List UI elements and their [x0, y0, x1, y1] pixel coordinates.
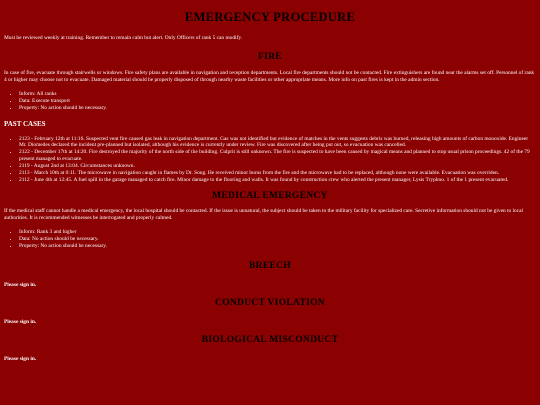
list-item: • 2123 - February 12th at 11:16. Suspected vent fire caused gas leak in navigation department. Gas was not identified but evidence of matches in the vents suggests debris was burned, releasing high amounts of carbon monoxide. Engineer Mr. Diomedes declared the incident pre-planned but isolated, although his evidence is currently under review. Fire was discovered after being put out, so evacuation was cancelled. — [19, 136, 536, 150]
intro-text: Must be reviewed weekly at training. Remember to remain calm but alert. Only Officers of rank 5 can modify. — [4, 35, 243, 41]
list-item: • 2122 - December 17th at 14:20. Fire destroyed the majority of the north side of the building. Culprit is still unknown. The fire is suspected to have been caused by magical means and planned to stop usual prison proceedings. 42 of the 79 present managed to evacuate. — [19, 149, 536, 163]
conduct-sign-in-text: Please sign in. — [4, 318, 37, 325]
medical-heading: MEDICAL EMERGENCY — [212, 190, 328, 201]
page-title: EMERGENCY PROCEDURE — [184, 10, 356, 24]
conduct-violation-heading: CONDUCT VIOLATION — [215, 297, 325, 308]
biological-misconduct-heading: BIOLOGICAL MISCONDUCT — [201, 334, 339, 345]
list-item: • Data: No action should be necessary. — [19, 236, 536, 243]
list-item: • Data: Execute transport — [19, 98, 536, 105]
breech-heading: BREECH — [249, 260, 291, 271]
past-cases-list — [4, 136, 536, 184]
list-item: • 2113 - March 10th at 0:11. The microwave in navigation caught in flames by Dr. Song. He received minor burns from the fire and the microwave had to be replaced, although none were available. Evacuation was overriden. — [19, 170, 536, 177]
list-item: • Property: No action should be necessary. — [19, 105, 536, 112]
list-item: • 2119 - August 2nd at 13:04. Circumstances unknown. — [19, 163, 536, 170]
fire-body: In case of fire, evacuate through stairwells or windows. Fire safety plans are available in navigation and reception departments. Local fire departments should not be contacted. Fire extinguishers are found near the alarms set off. Personnel of rank 4 or higher may choose not to evacuate. Damaged material should be properly disposed of through nearby waste facilities or other appropriate means. More info on past fires is kept in the admin section. — [4, 70, 535, 83]
fire-list — [4, 91, 536, 112]
biological-sign-in-text: Please sign in. — [4, 355, 37, 362]
list-item: • 2112 - June 4th at 12:45. A fuel spill in the garage managed to catch fire. Minor damage to the flooring and walls. It was found by construction crew who alerted the present manager, Lysis Tryphno. 1 of the 1 present evacuated. — [19, 177, 536, 184]
list-item: • Property: No action should be necessary. — [19, 243, 536, 250]
list-item: • Inform: Rank 3 and higher — [19, 229, 536, 236]
fire-heading: FIRE — [258, 51, 282, 62]
past-cases-heading: PAST CASES — [4, 119, 46, 128]
breech-sign-in-text: Please sign in. — [4, 281, 37, 288]
medical-body: If the medical staff cannot handle a medical emergency, the local hospital should be contacted. If the issue is unnatural, the subject should be taken to the military facility for specialized care. Secretive information should not be given to local authorities. It is recommended witnesses be interrogated and properly calmed. — [4, 208, 524, 221]
medical-list — [4, 229, 536, 250]
list-item: • Inform: All ranks — [19, 91, 536, 98]
